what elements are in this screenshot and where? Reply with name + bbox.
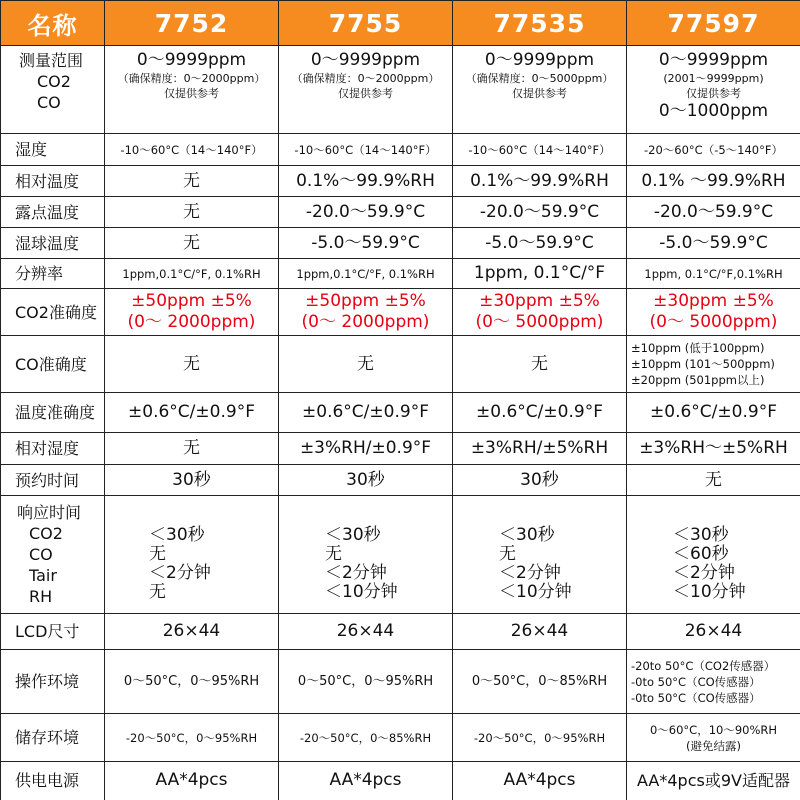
row-label: LCD尺寸 [1,614,105,650]
range-main: 0～9999ppm [310,50,421,70]
response-cell [453,496,627,614]
warmup-cell: 30秒 [453,465,627,496]
temp-accuracy-cell: ±0.6°C/±0.9°F [105,393,279,433]
row-label: 相对温度 [1,166,105,197]
resolution-cell: 1ppm,0.1°C/°F, 0.1%RH [105,259,279,289]
temp-accuracy-cell: ±0.6°C/±0.9°F [279,393,453,433]
co2-accuracy-range: (0～ 5000ppm) [649,312,778,332]
row-label: CO准确度 [1,336,105,393]
operating-cell: 0～50°C，0～95%RH [279,650,453,714]
response-cell [279,496,453,614]
warmup-cell: 无 [627,465,800,496]
range-cell [627,46,800,134]
response-co2: ＜30秒 [149,524,205,545]
co-accuracy-line: ±20ppm (501ppm以上) [631,373,765,387]
co2-accuracy-range: (0～ 2000ppm) [127,312,256,332]
row-dew [1,197,800,228]
response-rh: ＜10分钟 [499,581,572,602]
warmup-cell: 30秒 [279,465,453,496]
wetbulb-cell: -5.0～59.9°C [453,228,627,259]
co-accuracy-line: ±10ppm (101～500ppm) [631,357,775,371]
range-note: 仅提供参考 [164,87,219,100]
co2-accuracy-cell [453,289,627,336]
row-resolution [1,259,800,289]
response-tair: ＜2分钟 [499,562,561,583]
wetbulb-cell: -5.0～59.9°C [279,228,453,259]
lcd-cell: 26×44 [105,614,279,650]
row-temp-accuracy [1,393,800,433]
response-rh: 无 [149,581,166,602]
rh-accuracy-cell: ±3%RH/±0.9°F [279,433,453,465]
label-line: RH [29,587,53,606]
row-storage [1,714,800,762]
operating-line: -0to 50°C（CO传感器） [631,674,761,689]
temp-cell: -20～60°C（-5～140°F） [627,134,800,166]
rh-accuracy-cell: 无 [105,433,279,465]
co-accuracy-cell: 无 [105,336,279,393]
range-main: 0～9999ppm [484,50,595,70]
range-note: （确保精度：0～5000ppm） [465,72,614,85]
row-label: 供电电源 [1,762,105,800]
range-main: 0～9999ppm [658,50,769,70]
power-cell: AA*4pcs [453,762,627,800]
operating-line: -0to 50°C（CO传感器） [631,690,761,705]
response-tair: ＜2分钟 [325,562,387,583]
dew-cell: -20.0～59.9°C [279,197,453,228]
co-accuracy-cell: 无 [453,336,627,393]
response-tair: ＜2分钟 [149,562,211,583]
row-label: 分辨率 [1,259,105,289]
response-rh: ＜10分钟 [325,581,398,602]
storage-cell: -20～50°C，0～85%RH [279,714,453,762]
co-accuracy-line: ±10ppm (低于100ppm) [631,341,765,355]
range-note: 仅提供参考 [512,87,567,100]
operating-cell: 0～50°C，0～95%RH [105,650,279,714]
row-label: 湿球温度 [1,228,105,259]
response-co: 无 [499,543,516,564]
range-note: 仅提供参考 [686,87,741,100]
response-co2: ＜30秒 [673,524,729,545]
power-cell: AA*4pcs [105,762,279,800]
lcd-cell: 26×44 [453,614,627,650]
range-cell [279,46,453,134]
operating-cell: 0～50°C，0～85%RH [453,650,627,714]
wetbulb-cell: -5.0～59.9°C [627,228,800,259]
model-77535: 77535 [453,1,627,46]
rh-accuracy-cell: ±3%RH～±5%RH [627,433,800,465]
co2-accuracy-range: (0～ 2000ppm) [301,312,430,332]
response-co2: ＜30秒 [325,524,381,545]
operating-line: -20to 50°C（CO2传感器） [631,658,776,673]
co2-accuracy-value: ±50ppm ±5% [305,291,426,311]
row-label: CO2准确度 [1,289,105,336]
row-lcd [1,614,800,650]
range-co: 0～1000ppm [658,101,769,121]
row-label: 预约时间 [1,465,105,496]
dew-cell: 无 [105,197,279,228]
range-cell [453,46,627,134]
model-7752: 7752 [105,1,279,46]
row-rh-accuracy [1,433,800,465]
response-tair: ＜2分钟 [673,562,735,583]
resolution-cell: 1ppm,0.1°C/°F, 0.1%RH [279,259,453,289]
co2-accuracy-value: ±50ppm ±5% [131,291,252,311]
row-label: 温度准确度 [1,393,105,433]
row-warmup [1,465,800,496]
range-note: 仅提供参考 [338,87,393,100]
row-wetbulb [1,228,800,259]
temp-cell: -10～60°C（14～140°F） [105,134,279,166]
row-range [1,46,800,134]
power-cell: AA*4pcs [279,762,453,800]
temp-accuracy-cell: ±0.6°C/±0.9°F [453,393,627,433]
resolution-cell: 1ppm, 0.1°C/°F,0.1%RH [627,259,800,289]
response-cell [627,496,800,614]
row-label: 操作环境 [1,650,105,714]
warmup-cell: 30秒 [105,465,279,496]
storage-cell: -20～50°C，0～95%RH [453,714,627,762]
label-line: CO2 [29,524,63,543]
power-cell: AA*4pcs或9V适配器 [627,762,800,800]
model-77597: 77597 [627,1,800,46]
row-operating [1,650,800,714]
dew-cell: -20.0～59.9°C [453,197,627,228]
row-co2-accuracy [1,289,800,336]
co2-accuracy-cell [627,289,800,336]
row-rh [1,166,800,197]
lcd-cell: 26×44 [627,614,800,650]
operating-cell [627,650,800,714]
model-7755: 7755 [279,1,453,46]
rh-cell: 0.1%～99.9%RH [279,166,453,197]
co2-accuracy-cell [279,289,453,336]
row-label [1,496,105,614]
row-label [1,46,105,134]
co2-accuracy-value: ±30ppm ±5% [653,291,774,311]
rh-cell: 0.1% ～99.9%RH [627,166,800,197]
rh-accuracy-cell: ±3%RH/±5%RH [453,433,627,465]
response-co: ＜60秒 [673,543,729,564]
label-line: CO [37,93,61,112]
range-cell [105,46,279,134]
storage-line: (避免结露) [686,738,741,753]
label-line: 测量范围 [19,51,84,70]
response-co: 无 [325,543,342,564]
co2-accuracy-cell [105,289,279,336]
wetbulb-cell: 无 [105,228,279,259]
temp-cell: -10～60°C（14～140°F） [453,134,627,166]
range-note: （确保精度：0～2000ppm） [117,72,266,85]
range-note: （确保精度：0～2000ppm） [291,72,440,85]
co-accuracy-cell [627,336,800,393]
header-row [1,1,800,46]
header-label: 名称 [1,1,105,46]
row-co-accuracy [1,336,800,393]
row-power [1,762,800,800]
range-note: (2001～9999ppm) [663,72,764,85]
row-response [1,496,800,614]
rh-cell: 无 [105,166,279,197]
row-label: 相对湿度 [1,433,105,465]
storage-cell: -20～50°C，0～95%RH [105,714,279,762]
row-label: 储存环境 [1,714,105,762]
label-line: CO2 [37,72,71,91]
dew-cell: -20.0～59.9°C [627,197,800,228]
storage-cell [627,714,800,762]
label-line: Tair [29,566,57,585]
temp-cell: -10～60°C（14～140°F） [279,134,453,166]
co2-accuracy-range: (0～ 5000ppm) [475,312,604,332]
label-line: CO [29,545,53,564]
range-main: 0～9999ppm [136,50,247,70]
co2-accuracy-value: ±30ppm ±5% [479,291,600,311]
response-co: 无 [149,543,166,564]
response-rh: ＜10分钟 [673,581,746,602]
resolution-cell: 1ppm, 0.1°C/°F [453,259,627,289]
label-line: 响应时间 [17,503,82,522]
co-accuracy-cell: 无 [279,336,453,393]
lcd-cell: 26×44 [279,614,453,650]
storage-line: 0～60°C，10～90%RH [649,722,778,737]
rh-cell: 0.1%～99.9%RH [453,166,627,197]
row-temp [1,134,800,166]
response-cell [105,496,279,614]
temp-accuracy-cell: ±0.6°C/±0.9°F [627,393,800,433]
response-co2: ＜30秒 [499,524,555,545]
row-label: 露点温度 [1,197,105,228]
row-label: 湿度 [1,134,105,166]
